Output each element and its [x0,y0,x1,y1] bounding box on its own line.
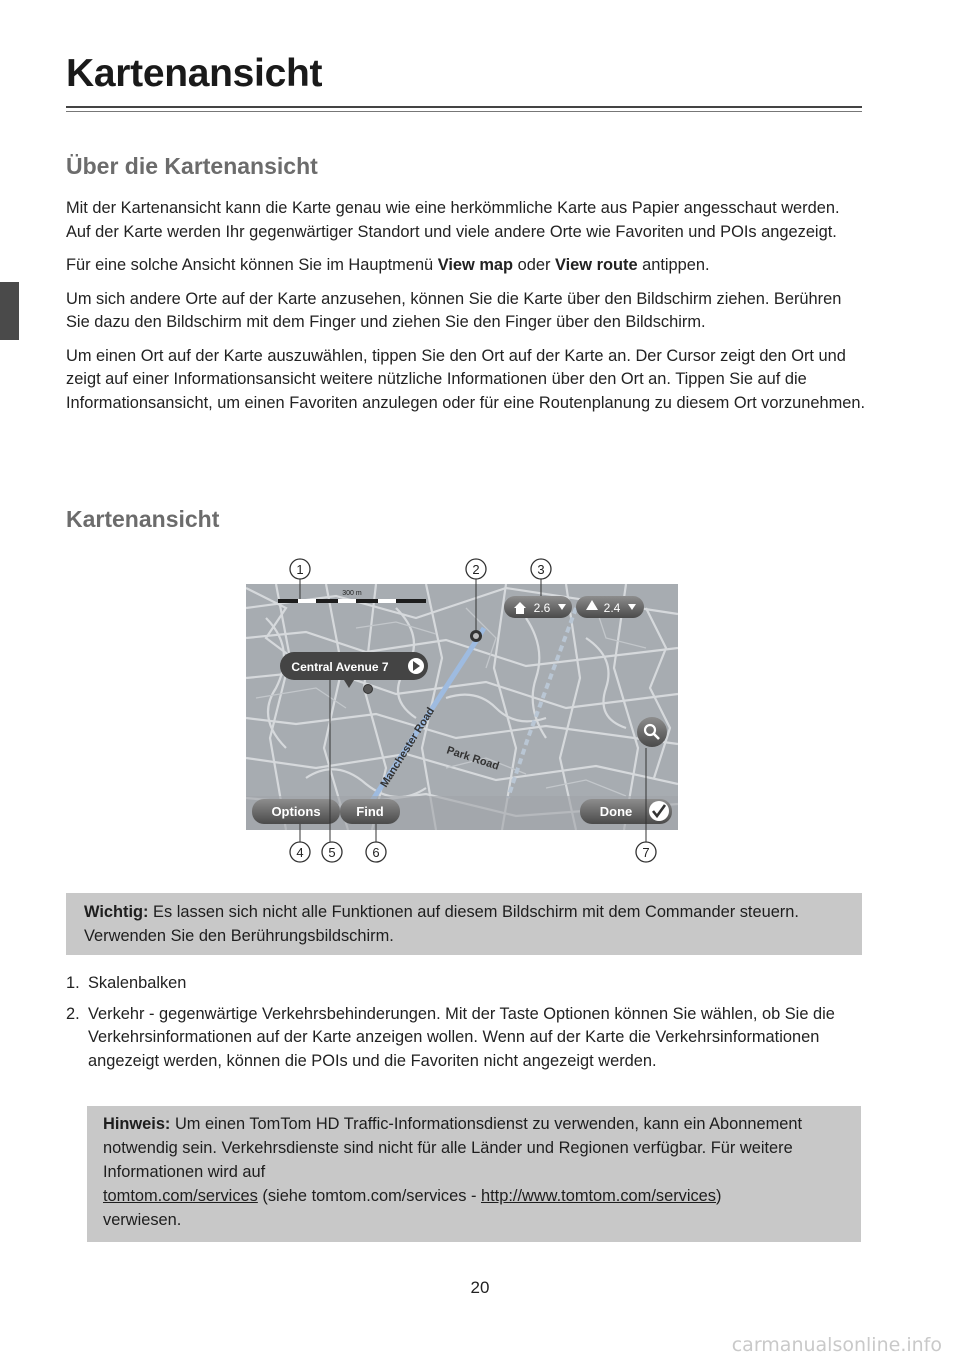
section-heading-about: Über die Kartenansicht [66,153,318,179]
important-text: Es lassen sich nicht alle Funktionen auf diesem Bildschirm mit dem Commander steuern. Verwenden Sie den Berührungsbildschirm. [84,903,799,945]
traffic-delay-panel[interactable] [576,596,644,618]
important-label: Wichtig: [84,903,149,921]
road-label-manchester: Manchester Road [378,705,438,790]
done-button[interactable] [580,799,672,824]
map-view-figure [246,548,678,866]
find-button[interactable] [340,799,400,824]
watermark: carmanualsonline.info [731,1334,942,1356]
svg-text:2.4: 2.4 [603,601,621,615]
callout-5 [322,842,342,862]
about-paragraph-3: Um sich andere Orte auf der Karte anzusehen, können Sie die Karte über den Bildschirm ziehen. Berühren Sie dazu den Bildschirm mit dem Finger und ziehen Sie den Finger über den Bildschirm. [66,289,842,331]
chapter-tab [0,282,19,340]
svg-text:300 m: 300 m [342,590,362,597]
tomtom-services-url-link[interactable]: http://www.tomtom.com/services [481,1187,716,1205]
callout-7 [636,842,656,862]
road-label-park: Park Road [445,744,501,773]
svg-text:7: 7 [642,845,650,860]
callout-4 [290,842,310,862]
traffic-icon[interactable] [470,630,482,642]
page-title: Kartenansicht [66,52,323,95]
about-paragraph-4: Um einen Ort auf der Karte auszuwählen, tippen Sie den Ort auf der Karte an. Der Cursor zeigt den Ort und zeigt auf einer Informationsansicht weitere nützliche Informationen über den Ort an. Tippen Sie auf die Informationsansicht, um einen Favoriten anzulegen oder für eine Routenplanung zu diesem Ort vorzunehmen. [66,346,866,412]
about-paragraphs [66,197,866,415]
svg-text:Central Avenue 7: Central Avenue 7 [291,660,389,674]
legend-list [66,972,866,1080]
svg-text:4: 4 [296,845,304,860]
checkmark-icon [649,801,669,821]
section-heading-map: Kartenansicht [66,506,220,532]
page-number: 20 [470,1278,490,1297]
svg-text:3: 3 [537,562,545,577]
hint-note: Hinweis: Um einen TomTom HD Traffic-Informationsdienst zu verwenden, kann ein Abonnement notwendig sein. Verkehrsdienste sind nicht für alle Länder und Regionen verfügbar. Für weitere Informationen wird auf tomtom.com/services (siehe tomtom.com/services - http://www.tomtom.com/services) verwiesen. [87,1106,861,1242]
svg-text:6: 6 [372,845,380,860]
callout-2 [466,559,486,579]
svg-text:2.6: 2.6 [533,601,551,615]
title-rule-thin [66,111,862,112]
svg-text:Done: Done [599,804,633,819]
svg-text:2: 2 [472,562,480,577]
svg-text:Options: Options [271,804,321,819]
map-cursor [364,685,373,694]
svg-text:1: 1 [296,562,304,577]
svg-text:Find: Find [356,804,384,819]
svg-text:5: 5 [328,845,336,860]
home-distance-panel[interactable] [504,596,572,618]
about-paragraph-2: Für eine solche Ansicht können Sie im Hauptmenü View map oder View route antippen. [66,256,710,274]
list-item: 2. Verkehr - gegenwärtige Verkehrsbehinderungen. Mit der Taste Optionen können Sie wählen, ob Sie die Verkehrsinformationen auf der Karte anzeigen wollen. Wenn auf der Karte die Verkehrsinformationen angezeigt werden, können die POIs und die Favoriten nicht angezeigt werden. [66,1004,835,1070]
map-background[interactable] [246,584,678,830]
tomtom-services-link[interactable]: tomtom.com/services [103,1187,258,1205]
list-item: 1. Skalenbalken [66,974,187,992]
title-rule [66,106,862,108]
important-note [66,893,862,955]
callout-1 [290,559,310,579]
callout-3 [531,559,551,579]
hint-label: Hinweis: [103,1115,171,1133]
about-paragraph-1: Mit der Kartenansicht kann die Karte genau wie eine herkömmliche Karte aus Papier angesschaut werden. Auf der Karte werden Ihr gegenwärtiger Standort und viele andere Orte wie Favoriten und POIs angezeigt. [66,199,840,241]
search-button[interactable] [637,717,667,747]
options-button[interactable] [252,799,340,824]
callout-6 [366,842,386,862]
